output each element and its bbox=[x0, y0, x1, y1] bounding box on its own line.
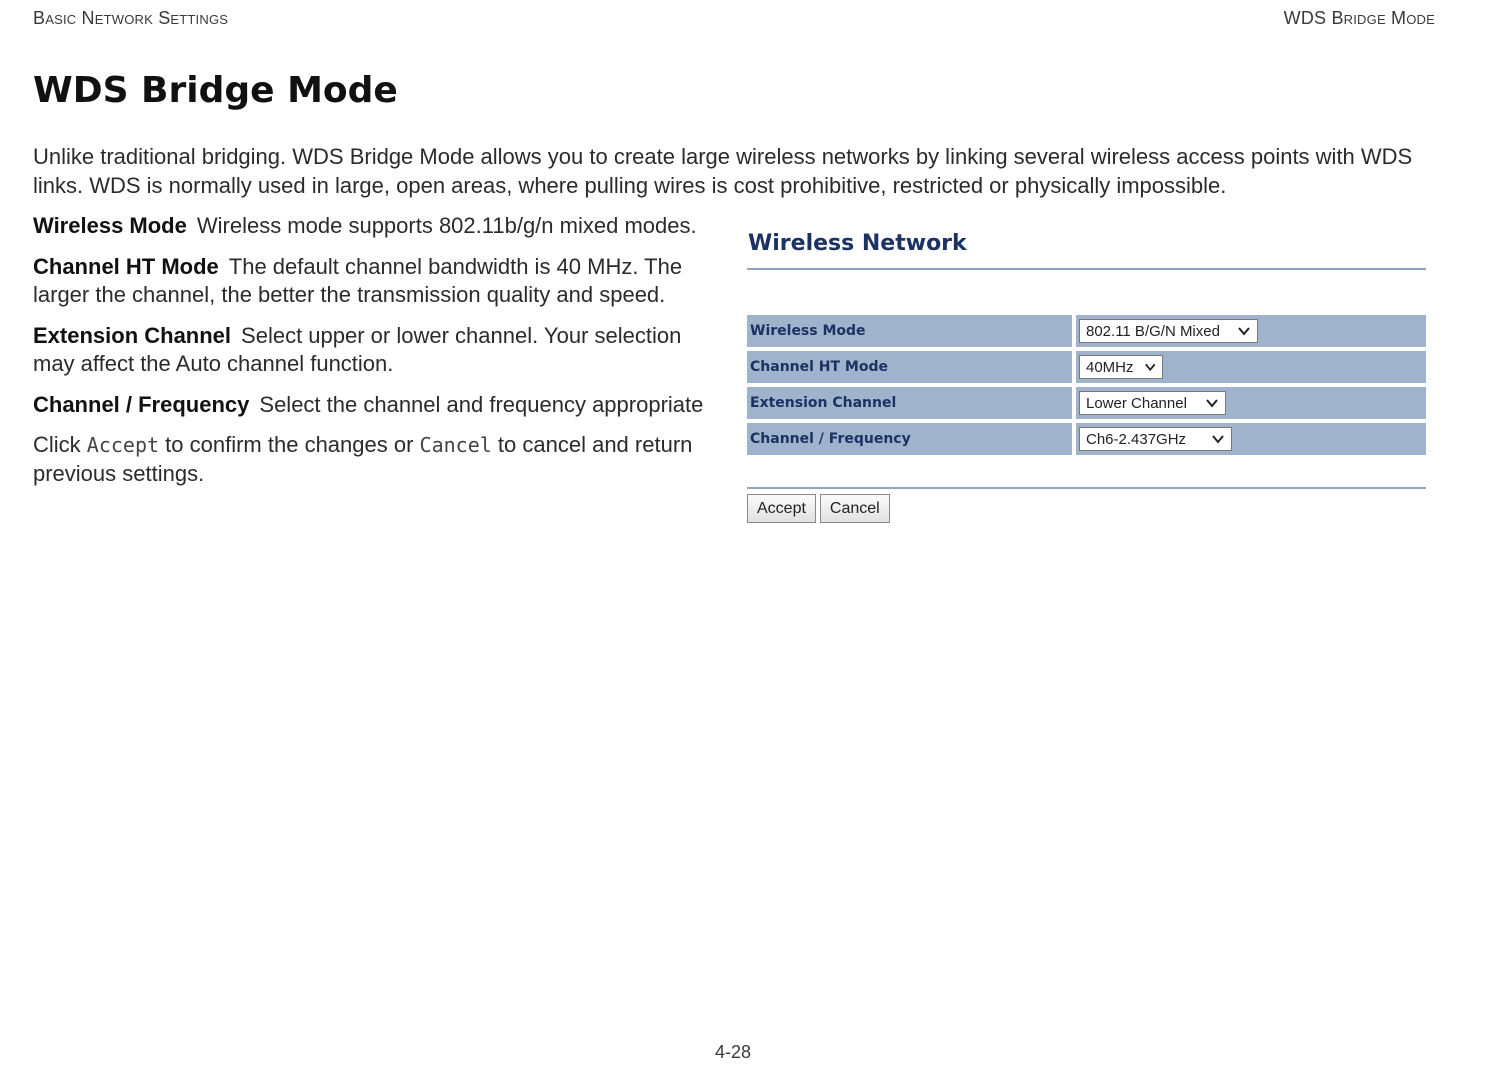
chevron-down-icon bbox=[1237, 324, 1251, 338]
closing-suffix: to cancel and return previous settings. bbox=[33, 432, 693, 486]
closing-instruction bbox=[33, 431, 713, 488]
table-row bbox=[747, 351, 1426, 383]
chevron-down-icon bbox=[1144, 360, 1156, 374]
intro-paragraph: Unlike traditional bridging. WDS Bridge Mode allows you to create large wireless networks by linking several wireless access points with WDS links. WDS is normally used in large, open areas, where pulling wires is cost prohibitive, restricted or physically impossible. bbox=[33, 144, 1413, 198]
definition-channel-ht-mode bbox=[33, 253, 713, 310]
channel-frequency-label: Channel / Frequency bbox=[747, 423, 1076, 455]
page-title: WDS Bridge Mode bbox=[33, 70, 398, 111]
closing-middle: to confirm the changes or bbox=[165, 432, 414, 457]
running-header-section: Basic Network Settings bbox=[33, 8, 229, 28]
definition-text: Select the channel and frequency appropriate bbox=[259, 391, 704, 417]
button-bar bbox=[747, 494, 1426, 523]
wireless-network-panel bbox=[747, 230, 1426, 523]
definition-term: Channel HT Mode bbox=[33, 253, 219, 279]
definition-text: Wireless mode supports 802.11b/g/n mixed modes. bbox=[196, 213, 697, 238]
wireless-mode-value: 802.11 B/G/N Mixed bbox=[1086, 322, 1220, 340]
channel-ht-mode-value: 40MHz bbox=[1086, 358, 1134, 376]
chevron-down-icon bbox=[1205, 396, 1219, 410]
extension-channel-select[interactable] bbox=[1079, 391, 1226, 415]
settings-table bbox=[747, 311, 1426, 459]
wireless-mode-label: Wireless Mode bbox=[747, 315, 1076, 347]
accept-code: Accept bbox=[86, 433, 160, 457]
table-row bbox=[747, 387, 1426, 419]
definitions-list bbox=[33, 212, 713, 500]
wireless-mode-select[interactable] bbox=[1079, 319, 1258, 343]
closing-prefix: Click bbox=[33, 432, 81, 457]
extension-channel-value: Lower Channel bbox=[1086, 394, 1187, 412]
definition-term: Extension Channel bbox=[33, 322, 232, 348]
definition-wireless-mode bbox=[33, 212, 713, 241]
cancel-code: Cancel bbox=[419, 433, 492, 457]
channel-ht-mode-label: Channel HT Mode bbox=[747, 351, 1076, 383]
panel-title: Wireless Network bbox=[748, 231, 967, 256]
definition-channel-frequency bbox=[33, 391, 713, 420]
channel-ht-mode-select[interactable] bbox=[1079, 355, 1163, 379]
channel-frequency-select[interactable] bbox=[1079, 427, 1232, 451]
definition-term: Channel / Frequency bbox=[33, 391, 250, 417]
channel-frequency-value: Ch6-2.437GHz bbox=[1086, 430, 1187, 448]
extension-channel-label: Extension Channel bbox=[747, 387, 1076, 419]
definition-text: The default channel bandwidth is 40 MHz. The larger the channel, the better the transmission quality and speed. bbox=[33, 253, 683, 307]
table-row bbox=[747, 315, 1426, 347]
running-header-topic: WDS Bridge Mode bbox=[1283, 8, 1435, 28]
panel-divider bbox=[747, 268, 1426, 270]
page-number: 4-28 bbox=[714, 1042, 752, 1062]
definition-term: Wireless Mode bbox=[33, 213, 187, 238]
table-row bbox=[747, 423, 1426, 455]
panel-bottom-divider bbox=[747, 487, 1426, 489]
cancel-button[interactable]: Cancel bbox=[820, 494, 890, 523]
accept-button[interactable]: Accept bbox=[747, 494, 816, 523]
definition-extension-channel bbox=[33, 322, 713, 379]
definition-text: Select upper or lower channel. Your selection may affect the Auto channel function. bbox=[33, 322, 682, 376]
chevron-down-icon bbox=[1211, 432, 1225, 446]
